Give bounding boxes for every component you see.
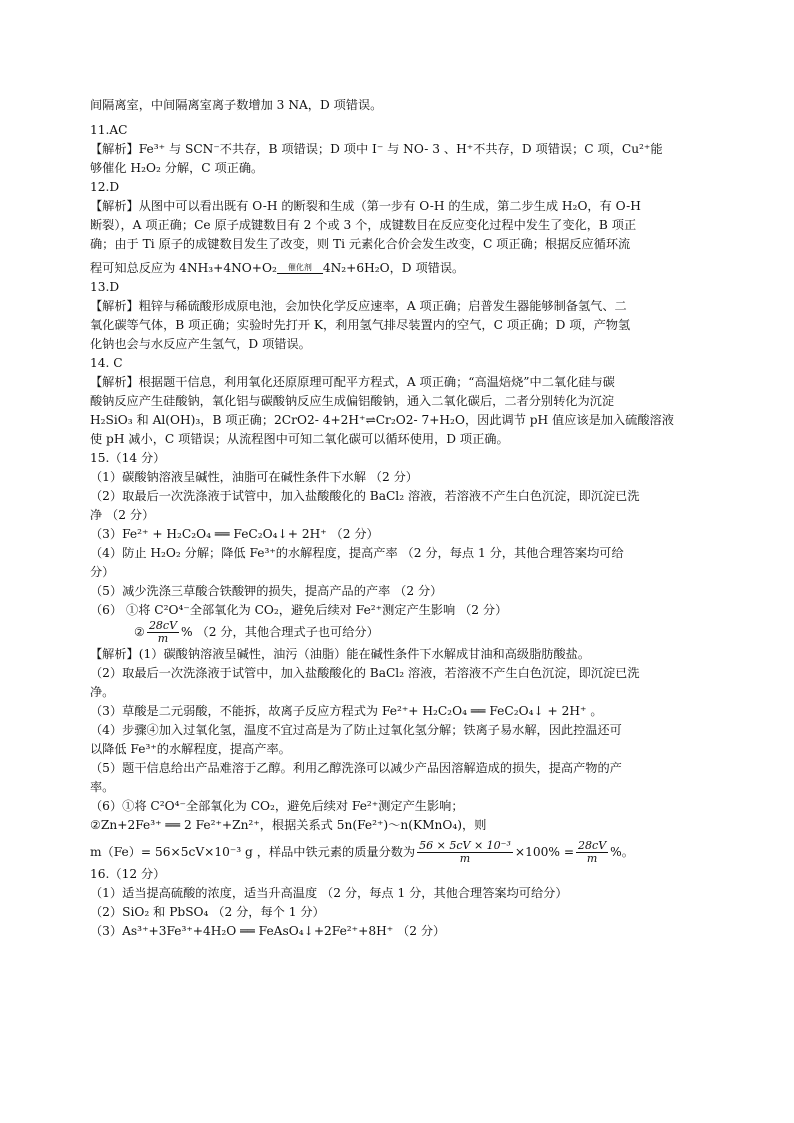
text-segment: ×100% = <box>514 845 575 859</box>
text-line: （5）减少洗涤三草酸合铁酸钾的损失，提高产品的产率 （2 分） <box>90 584 443 598</box>
text-line: 断裂），A 项正确；Ce 原子成键数目有 2 个或 3 个，成键数目在反应变化过程中发生了变化，B 项正 <box>90 218 637 232</box>
text-line: （1）碳酸钠溶液呈碱性，油脂可在碱性条件下水解 （2 分） <box>90 470 418 484</box>
text-line: 化钠也会与水反应产生氢气，D 项错误。 <box>90 337 311 351</box>
text-line: 净。 <box>90 685 115 699</box>
answer-14: 14. C <box>90 356 123 370</box>
text-line: H₂SiO₃ 和 Al(OH)₃，B 项正确；2CrO2- 4+2H⁺⇌Cr₂O2- 7+H₂O，因此调节 pH 值应该是加入硫酸溶液 <box>90 413 674 427</box>
fraction-line <box>90 840 710 865</box>
text-line: 【解析】根据题干信息，利用氧化还原原理可配平方程式，A 项正确；“高温焙烧”中二氧化硅与碳 <box>90 375 615 389</box>
answer-13: 13.D <box>90 280 120 294</box>
catalyst-arrow: 催化剂 <box>277 264 323 272</box>
text-line: 间隔离室，中间隔离室离子数增加 3 NA，D 项错误。 <box>90 98 383 112</box>
text-segment: ② <box>134 625 145 639</box>
answer-11: 11.AC <box>90 123 128 137</box>
fraction <box>147 620 179 645</box>
text-line: 分） <box>90 565 115 579</box>
text-line: 氧化碳等气体，B 项正确；实验时先打开 K，利用氢气排尽装置内的空气，C 项正确；D 项，产物氢 <box>90 318 631 332</box>
fraction <box>417 840 513 865</box>
text-line: （1）适当提高硫酸的浓度，适当升高温度 （2 分，每点 1 分，其他合理答案均可给分） <box>90 886 568 900</box>
text-segment: m（Fe）= 56×5cV×10⁻³ g ，样品中铁元素的质量分数为 <box>90 845 416 859</box>
text-line: 【解析】粗锌与稀硫酸形成原电池，会加快化学反应速率，A 项正确；启普发生器能够制备氢气、二 <box>90 299 627 313</box>
text-segment: 4N₂+6H₂O，D 项错误。 <box>322 261 465 275</box>
question-15-heading: 15.（14 分） <box>90 451 166 465</box>
reaction-line <box>90 259 710 278</box>
text-segment: %。 <box>610 845 634 859</box>
text-line: 率。 <box>90 780 115 794</box>
denominator: m <box>157 632 169 645</box>
denominator: m <box>459 852 471 865</box>
text-line: 确；由于 Ti 原子的成键数目发生了改变，则 Ti 元素化合价会发生改变，C 项正确；根据反应循环流 <box>90 237 631 251</box>
text-line: 以降低 Fe³⁺的水解程度，提高产率。 <box>90 742 291 756</box>
text-line: 使 pH 减小，C 项错误；从流程图中可知二氧化碳可以循环使用，D 项正确。 <box>90 432 509 446</box>
text-line: （2）SiO₂ 和 PbSO₄ （2 分，每个 1 分） <box>90 905 325 919</box>
text-segment: 程可知总反应为 4NH₃+4NO+O₂ <box>90 261 277 275</box>
text-line: 【解析】从图中可以看出既有 O-H 的断裂和生成（第一步有 O-H 的生成，第二步生成 H₂O，有 O-H <box>90 199 641 213</box>
answer-12: 12.D <box>90 180 120 194</box>
text-line: 酸钠反应产生硅酸钠，氧化铝与碳酸钠反应生成偏铝酸钠，通入二氧化碳后，二者分别转化为沉淀 <box>90 394 615 408</box>
text-line: （6） ①将 C²O⁴⁻全部氧化为 CO₂，避免后续对 Fe²⁺测定产生影响 （2 分） <box>90 603 508 617</box>
text-line: （2）取最后一次洗涤液于试管中，加入盐酸酸化的 BaCl₂ 溶液，若溶液不产生白色沉淀，即沉淀已洗 <box>90 666 640 680</box>
document-page <box>90 96 710 941</box>
text-line: （3）草酸是二元弱酸，不能拆，故离子反应方程式为 Fe²⁺+ H₂C₂O₄ ══ FeC₂O₄↓ + 2H⁺ 。 <box>90 704 603 718</box>
fraction-line <box>90 620 710 645</box>
numerator: 28cV <box>148 619 178 632</box>
text-line: （3）As³⁺+3Fe³⁺+4H₂O ══ FeAsO₄↓+2Fe²⁺+8H⁺ （2 分） <box>90 924 446 938</box>
text-line: （3）Fe²⁺ + H₂C₂O₄ ══ FeC₂O₄↓+ 2H⁺ （2 分） <box>90 527 379 541</box>
question-16-heading: 16.（12 分） <box>90 867 166 881</box>
fraction <box>576 840 608 865</box>
text-line: （5）题干信息给出产品难溶于乙醇。利用乙醇洗涤可以减少产品因溶解造成的损失，提高产物的产 <box>90 761 622 775</box>
denominator: m <box>586 852 598 865</box>
text-line: （2）取最后一次洗涤液于试管中，加入盐酸酸化的 BaCl₂ 溶液，若溶液不产生白色沉淀，即沉淀已洗 <box>90 489 640 503</box>
numerator: 28cV <box>578 839 607 852</box>
text-line: （4）步骤④加入过氧化氢，温度不宜过高是为了防止过氧化氢分解；铁离子易水解，因此控温还可 <box>90 723 622 737</box>
text-line: （6）①将 C²O⁴⁻全部氧化为 CO₂，避免后续对 Fe²⁺测定产生影响； <box>90 799 464 813</box>
text-line: 【解析】(1）碳酸钠溶液呈碱性，油污（油脂）能在碱性条件下水解成甘油和高级脂肪酸盐。 <box>90 647 591 661</box>
text-line: 【解析】Fe³⁺ 与 SCN⁻不共存，B 项错误；D 项中 I⁻ 与 NO- 3 、H⁺不共存，D 项错误；C 项，Cu²⁺能 <box>90 142 663 156</box>
text-segment: % （2 分，其他合理式子也可给分） <box>181 625 379 639</box>
text-line: 够催化 H₂O₂ 分解，C 项正确。 <box>90 161 264 175</box>
text-line: （4）防止 H₂O₂ 分解；降低 Fe³⁺的水解程度，提高产率 （2 分，每点 1 分，其他合理答案均可给 <box>90 546 624 560</box>
text-line: 净 （2 分） <box>90 508 155 522</box>
numerator: 56 × 5cV × 10⁻³ <box>419 839 511 852</box>
text-line: ②Zn+2Fe³⁺ ══ 2 Fe²⁺+Zn²⁺，根据关系式 5n(Fe²⁺)～n(KMnO₄)，则 <box>90 818 487 832</box>
